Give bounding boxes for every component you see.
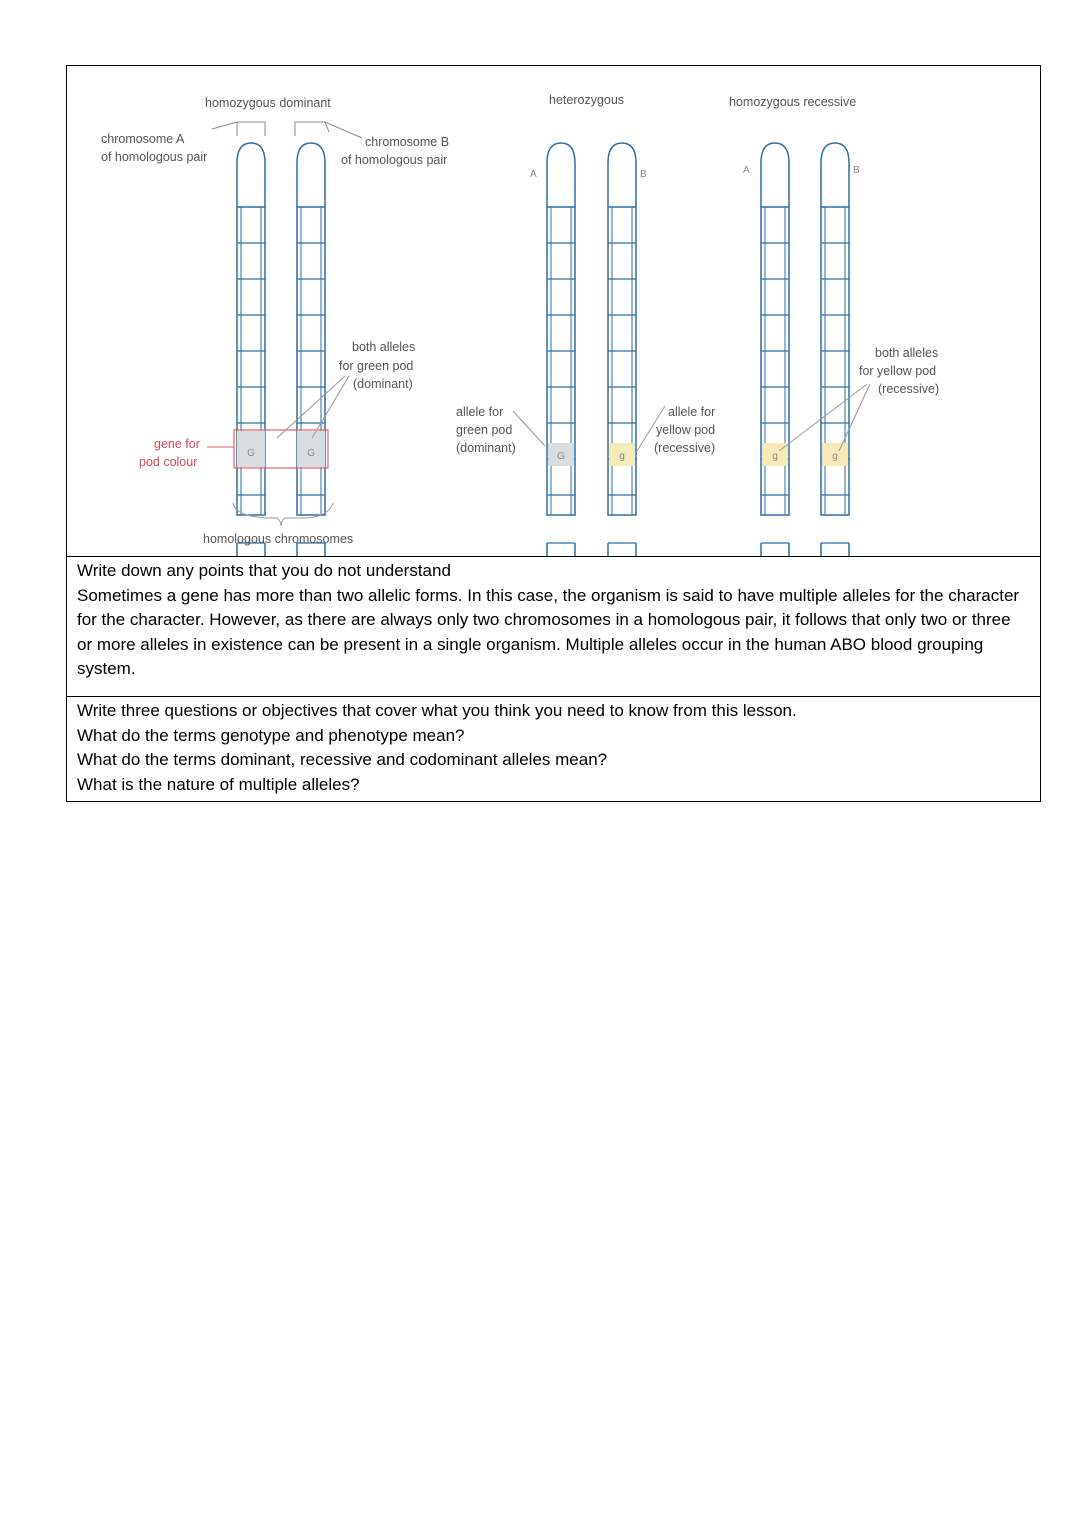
letter-b: B [640,169,647,180]
chromosome-a-dominant [237,143,265,557]
notes-block [77,559,1030,682]
pointer-both-green [277,376,349,438]
label-allele-green: green pod [456,423,513,437]
notes-heading: Write down any points that you do not understand [77,561,451,580]
label-both-yellow: (recessive) [878,382,940,396]
allele-label: g [772,451,778,462]
notes-cell [66,556,1041,697]
label-both-green: (dominant) [353,377,413,391]
chromosome-diagram-svg [67,66,1042,557]
question-item: What is the nature of multiple alleles? [77,774,360,794]
questions-heading: Write three questions or objectives that cover what you think you need to know from this lesson. [77,701,797,720]
label-both-green: for green pod [339,359,414,373]
label-chromosome-a: chromosome A [101,132,185,146]
pointer-allele-green [513,411,545,446]
heading-homozygous-recessive: homozygous recessive [729,95,857,109]
label-both-green: both alleles [352,340,416,354]
label-allele-yellow: allele for [668,405,716,419]
allele-label: G [307,448,315,459]
label-allele-yellow: yellow pod [656,423,716,437]
questions-block [77,699,1030,797]
allele-label: G [247,448,255,459]
heading-heterozygous: heterozygous [549,93,625,107]
question-item: What do the terms genotype and phenotype mean? [77,725,465,745]
label-chromosome-a-sub: of homologous pair [101,150,208,164]
label-homologous-chromosomes: homologous chromosomes [203,532,354,546]
label-both-yellow: both alleles [875,346,939,360]
bracket-b [295,122,362,138]
label-both-yellow: for yellow pod [859,364,937,378]
heading-homozygous-dominant: homozygous dominant [205,96,331,110]
chromosome-b-recessive [821,143,849,557]
label-pod-colour: pod colour [139,455,198,469]
chromosome-b-heterozygous [608,143,636,557]
chromosome-b-dominant [297,143,325,557]
allele-label: g [619,451,625,462]
label-gene-for: gene for [154,437,200,451]
chromosome-a-heterozygous [547,143,575,557]
allele-label: G [557,451,565,462]
questions-cell [66,697,1041,802]
letter-a: A [743,165,750,176]
allele-label: g [832,451,838,462]
label-chromosome-b: chromosome B [365,135,450,149]
letter-a: A [530,169,537,180]
notes-paragraph: Sometimes a gene has more than two allelic forms. In this case, the organism is said to have multiple alleles for the character for the character. However, as there are always only two chromosomes in a homologous pair, it follows that only two or three or more alleles in existence can be present in a single organism. Multiple alleles occur in the human ABO blood grouping system. [77,585,1020,678]
label-allele-green: allele for [456,405,504,419]
question-item: What do the terms dominant, recessive and codominant alleles mean? [77,750,608,769]
label-chromosome-b-sub: of homologous pair [341,153,448,167]
letter-b: B [853,165,860,176]
label-allele-yellow: (recessive) [654,441,716,455]
chromosome-a-recessive [761,143,789,557]
chromosome-diagram [66,65,1041,556]
label-allele-green: (dominant) [456,441,516,455]
bracket-a [212,122,265,136]
